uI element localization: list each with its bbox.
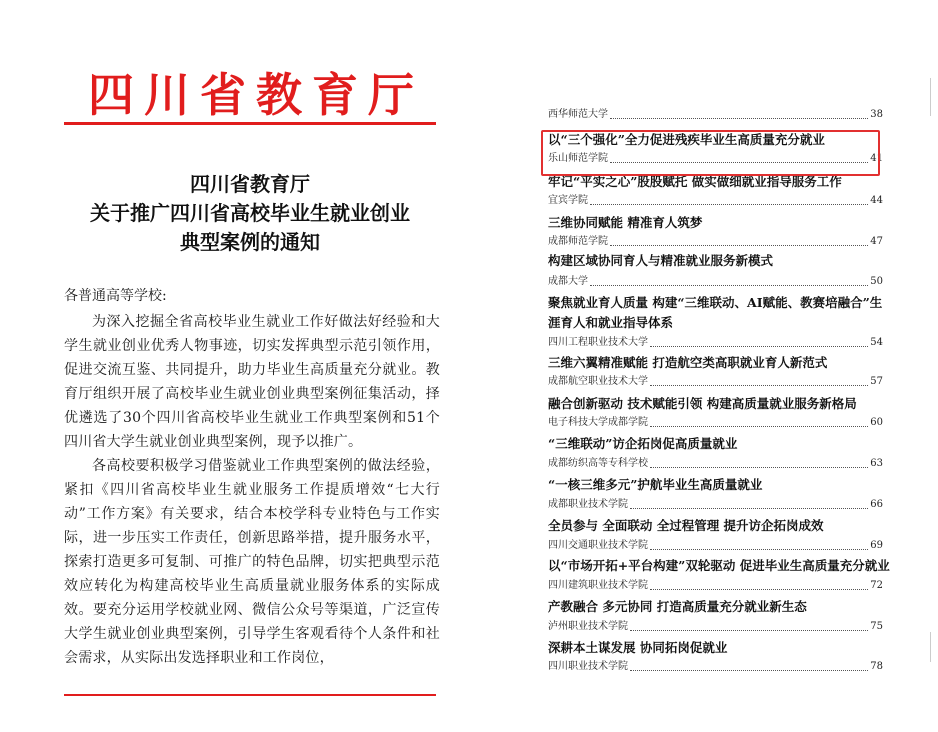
toc-page-number: 47 <box>870 236 883 247</box>
toc-entry-title[interactable]: 构建区域协同育人与精准就业服务新模式 <box>548 253 774 268</box>
toc-entry-title[interactable]: 全员参与 全面联动 全过程管理 提升访企拓岗成效 <box>548 518 824 533</box>
toc-entry-school-line <box>548 539 883 553</box>
toc-entry-school-line <box>548 194 883 208</box>
toc-entry-school-line <box>548 416 883 430</box>
toc-entry-title[interactable]: 产教融合 多元协同 打造高质量充分就业新生态 <box>548 599 807 614</box>
toc-page-number: 60 <box>870 417 883 428</box>
toc-school: 成都大学 <box>548 276 588 287</box>
toc-page-number: 50 <box>870 276 883 287</box>
toc-entry-title[interactable]: 以“市场开拓+平台构建”双轮驱动 促进毕业生高质量充分就业 <box>548 558 890 573</box>
toc-entry-school-line <box>548 336 883 350</box>
toc-entry-title[interactable]: 三维协同赋能 精准育人筑梦 <box>548 215 703 230</box>
page-edge-mark <box>930 632 931 662</box>
toc-leader-dots <box>650 345 868 347</box>
toc-entry-school-line <box>548 498 883 512</box>
toc-page-number: 75 <box>870 621 883 632</box>
toc-page-number: 41 <box>870 153 883 164</box>
body-paragraph: 各高校要积极学习借鉴就业工作典型案例的做法经验，紧扣《四川省高校毕业生就业服务工作提质增效“七大行动”工作方案》有关要求，结合本校学科专业特色与工作实际，进一步压实工作责任，创新思路举措，提升服务水平，探索打造更多可复制、可推广的特色品牌，切实把典型示范效应转化为构建高校毕业生高质量就业服务体系的实际成效。要充分运用学校就业网、微信公众号等渠道，广泛宣传大学生就业创业典型案例，引导学生客观看待个人条件和社会需求，从实际出发选择职业和工作岗位， <box>64 458 440 666</box>
toc-leader-dots <box>650 384 868 386</box>
toc-entry-title[interactable]: 牢记“平实之心”股股赋托 做实做细就业指导服务工作 <box>548 174 842 189</box>
toc-school: 四川职业技术学院 <box>548 661 628 672</box>
toc-leader-dots <box>610 244 868 246</box>
toc-page-number: 44 <box>870 195 883 206</box>
toc-leader-dots <box>590 203 868 205</box>
toc-page-number: 57 <box>870 376 883 387</box>
toc-entry-title[interactable]: 聚焦就业育人质量 构建“三维联动、AI赋能、教赛培融合”生涯育人和就业指导体系 <box>548 295 883 330</box>
salutation: 各普通高等学校: <box>64 288 167 304</box>
notice-title-line-1: 四川省教育厅 <box>190 172 310 196</box>
toc-school: 成都纺织高等专科学校 <box>548 458 648 469</box>
toc-entry-title[interactable]: “一核三维多元”护航毕业生高质量就业 <box>548 477 763 492</box>
page-edge-mark <box>930 78 931 116</box>
letterhead-char: 四 <box>88 68 134 122</box>
toc-entry-school-line <box>548 579 883 593</box>
toc-entry-school-line <box>548 275 883 289</box>
letterhead-char: 教 <box>256 68 302 122</box>
toc-entry-title[interactable]: “三维联动”访企拓岗促高质量就业 <box>548 436 738 451</box>
toc-school: 成都航空职业技术大学 <box>548 376 648 387</box>
toc-page-number: 38 <box>870 109 883 120</box>
notice-body <box>64 310 440 670</box>
notice-title-line-2: 关于推广四川省高校毕业生就业创业 <box>90 201 410 225</box>
toc-school: 成都师范学院 <box>548 236 608 247</box>
toc-entry-title[interactable]: 融合创新驱动 技术赋能引领 构建高质量就业服务新格局 <box>548 396 857 411</box>
toc-leader-dots <box>630 507 868 509</box>
letterhead-title <box>66 64 436 120</box>
toc-leader-dots <box>610 117 868 119</box>
toc-school: 泸州职业技术学院 <box>548 621 628 632</box>
toc-page-number: 54 <box>870 337 883 348</box>
toc-leader-dots <box>650 588 868 590</box>
toc-entry-school-line <box>548 660 883 674</box>
letterhead-char: 省 <box>200 68 246 122</box>
toc-page-number: 72 <box>870 580 883 591</box>
toc-school: 西华师范大学 <box>548 109 608 120</box>
toc-leader-dots <box>590 284 868 286</box>
toc-leader-dots <box>650 425 868 427</box>
toc-leader-dots <box>630 669 868 671</box>
toc-leader-dots <box>650 548 868 550</box>
toc-school: 四川交通职业技术学院 <box>548 540 648 551</box>
page-bottom-divider <box>64 694 436 696</box>
toc-page-number: 66 <box>870 499 883 510</box>
toc-school: 宜宾学院 <box>548 195 588 206</box>
toc-school: 成都职业技术学院 <box>548 499 628 510</box>
letterhead-char: 厅 <box>368 68 414 122</box>
toc-entry-school-line <box>548 457 883 471</box>
toc-page <box>540 0 890 732</box>
toc-page-number: 63 <box>870 458 883 469</box>
body-paragraph: 为深入挖掘全省高校毕业生就业工作好做法好经验和大学生就业创业优秀人物事迹，切实发挥典型示范引领作用，促进交流互鉴、共同提升，助力毕业生高质量充分就业。教育厅组织开展了高校毕业生就业创业典型案例征集活动，择优遴选了30个四川省高校毕业生就业工作典型案例和51个四川省大学生就业创业典型案例，现予以推广。 <box>64 314 440 450</box>
letterhead-divider <box>64 122 436 125</box>
toc-entry-school-line <box>548 375 883 389</box>
toc-page-number: 69 <box>870 540 883 551</box>
toc-school: 电子科技大学成都学院 <box>548 417 648 428</box>
toc-entry-title[interactable]: 以“三个强化”全力促进残疾毕业生高质量充分就业 <box>548 132 825 147</box>
toc-entry-school-line <box>548 620 883 634</box>
letterhead-char: 育 <box>312 68 358 122</box>
toc-entry-top[interactable] <box>548 108 883 122</box>
toc-entry-school-line <box>548 235 883 249</box>
toc-school: 四川建筑职业技术学院 <box>548 580 648 591</box>
toc-entry-title[interactable]: 三维六翼精准赋能 打造航空类高职就业育人新范式 <box>548 355 828 370</box>
toc-leader-dots <box>630 629 868 631</box>
notice-title-line-3: 典型案例的通知 <box>180 230 320 254</box>
toc-school: 乐山师范学院 <box>548 153 608 164</box>
toc-leader-dots <box>650 466 868 468</box>
letterhead-char: 川 <box>144 68 190 122</box>
toc-school: 四川工程职业技术大学 <box>548 337 648 348</box>
toc-page-number: 78 <box>870 661 883 672</box>
toc-entry-title[interactable]: 深耕本土谋发展 协同拓岗促就业 <box>548 640 728 655</box>
highlight-box <box>541 130 880 176</box>
